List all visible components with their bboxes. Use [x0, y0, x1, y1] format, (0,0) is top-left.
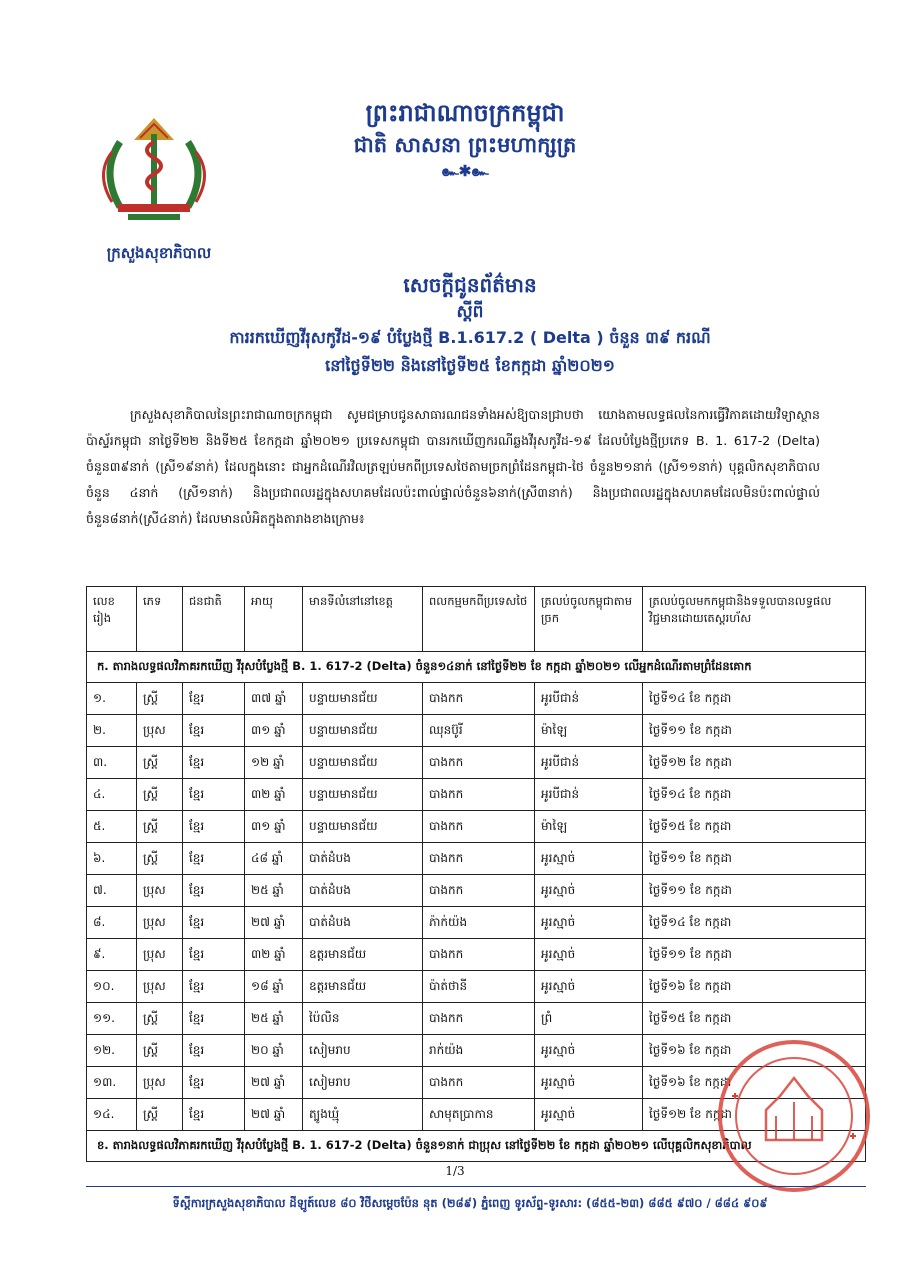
cell-no: ៣.: [87, 747, 137, 779]
cell-date: ថ្ងៃទី១២ ខែ កក្កដា: [643, 747, 866, 779]
cell-age: ៣២ ឆ្នាំ: [245, 779, 303, 811]
body-paragraph: [86, 402, 820, 532]
cell-age: ២៥ ឆ្នាំ: [245, 1003, 303, 1035]
cell-nat: ខ្មែរ: [183, 715, 245, 747]
cell-no: ១២.: [87, 1035, 137, 1067]
cell-date: ថ្ងៃទី១៤ ខែ កក្កដា: [643, 779, 866, 811]
cell-nat: ខ្មែរ: [183, 811, 245, 843]
header-from-thailand: ពលកម្មមកពីប្រទេសថៃ: [423, 587, 535, 652]
cell-sex: ស្ត្រី: [137, 811, 183, 843]
header-age: អាយុ: [245, 587, 303, 652]
cell-sex: ស្ត្រី: [137, 1003, 183, 1035]
table-row: [87, 747, 866, 779]
cell-age: ៣៧ ឆ្នាំ: [245, 683, 303, 715]
cell-gate: អូរស្មាច់: [535, 1099, 643, 1131]
cell-from: បាងកក: [423, 811, 535, 843]
cell-no: ៤.: [87, 779, 137, 811]
cell-gate: ម៉ាឡៃ: [535, 715, 643, 747]
footer-address: ទីស្តីការក្រសួងសុខាភិបាល ដីឡូត៍លេខ ៨០ វិថីសម្តេចប៉ែន នុត (២៨៩) ភ្នំពេញ ទូរស័ព្ទ-ទូរសារ: (៨៥៥-២៣) ៨៨៥ ៩៧០ / ៨៨៤ ៩០៩: [172, 1196, 768, 1210]
cell-no: ៩.: [87, 939, 137, 971]
cell-prov: បាត់ដំបង: [303, 843, 423, 875]
cell-prov: បន្ទាយមានជ័យ: [303, 779, 423, 811]
cell-from: ភ៉ាក់យ៉ង: [423, 907, 535, 939]
cell-prov: ត្បូងឃ្មុំ: [303, 1099, 423, 1131]
cell-sex: ស្ត្រី: [137, 843, 183, 875]
header-positive-date: ត្រលប់ចូលមកកម្ពុជានិងទទួលបានលទ្ធផលវិជ្ជមានដោយតេស្តរហ័ស: [643, 587, 866, 652]
table-row: [87, 907, 866, 939]
cell-from: បាងកក: [423, 875, 535, 907]
doc-about: ស្តីពី: [456, 302, 484, 322]
cell-nat: ខ្មែរ: [183, 779, 245, 811]
ornament: ๛✱๛: [441, 162, 489, 180]
cell-nat: ខ្មែរ: [183, 939, 245, 971]
cell-no: ១៤.: [87, 1099, 137, 1131]
cell-nat: ខ្មែរ: [183, 1035, 245, 1067]
cell-date: ថ្ងៃទី១២ ខែ កក្កដា: [643, 1099, 866, 1131]
table-row: [87, 683, 866, 715]
cell-nat: ខ្មែរ: [183, 971, 245, 1003]
cell-age: ៣២ ឆ្នាំ: [245, 939, 303, 971]
cell-sex: ស្ត្រី: [137, 1099, 183, 1131]
cell-age: ២៧ ឆ្នាំ: [245, 1067, 303, 1099]
cell-date: ថ្ងៃទី១៦ ខែ កក្កដា: [643, 1067, 866, 1099]
cell-from: បាងកក: [423, 939, 535, 971]
title-block: [130, 270, 810, 380]
section-a-label: ក. តារាងលទ្ធផលវិភាគរកឃើញ វីរុសបំប្លែងថ្មី B. 1. 617-2 (Delta) ចំនួន១៤នាក់ នៅថ្ងៃទី២២ ខែ កក្កដា ឆ្នាំ២០២១ លើអ្នកដំណើរតាមព្រំដែនគោក: [87, 652, 866, 683]
cell-from: បាងកក: [423, 779, 535, 811]
cell-prov: បន្ទាយមានជ័យ: [303, 747, 423, 779]
cell-prov: ឧត្តរមានជ័យ: [303, 939, 423, 971]
cell-nat: ខ្មែរ: [183, 843, 245, 875]
cell-sex: ស្ត្រី: [137, 683, 183, 715]
cell-from: ប៉ាត់ថានី: [423, 971, 535, 1003]
cell-age: ៤៨ ឆ្នាំ: [245, 843, 303, 875]
cell-gate: អូរស្មាច់: [535, 1067, 643, 1099]
cell-date: ថ្ងៃទី១៤ ខែ កក្កដា: [643, 683, 866, 715]
header-sex: ភេទ: [137, 587, 183, 652]
cell-date: ថ្ងៃទី១៦ ខែ កក្កដា: [643, 1035, 866, 1067]
cell-sex: ស្ត្រី: [137, 747, 183, 779]
cell-no: ១៣.: [87, 1067, 137, 1099]
table-row: [87, 1003, 866, 1035]
cell-from: បាងកក: [423, 683, 535, 715]
table-header-row: [87, 587, 866, 652]
cell-sex: ស្ត្រី: [137, 1035, 183, 1067]
official-stamp-icon: [714, 1036, 874, 1196]
page-number: 1/3: [445, 1164, 465, 1178]
cell-gate: អូរស្មាច់: [535, 907, 643, 939]
cell-no: ៨.: [87, 907, 137, 939]
cell-nat: ខ្មែរ: [183, 1067, 245, 1099]
kingdom-line1: ព្រះរាជាណាចក្រកម្ពុជា: [365, 98, 565, 127]
cell-date: ថ្ងៃទី១១ ខែ កក្កដា: [643, 843, 866, 875]
cell-age: ១៨ ឆ្នាំ: [245, 971, 303, 1003]
cell-gate: អូរស្មាច់: [535, 939, 643, 971]
cell-from: បាងកក: [423, 843, 535, 875]
doc-subject-line2: នៅថ្ងៃទី២២ និងនៅថ្ងៃទី២៥ ខែកក្កដា ឆ្នាំ២០២១: [325, 356, 615, 375]
cell-age: ២៧ ឆ្នាំ: [245, 1099, 303, 1131]
cell-prov: បន្ទាយមានជ័យ: [303, 715, 423, 747]
cell-no: ១០.: [87, 971, 137, 1003]
cell-prov: បន្ទាយមានជ័យ: [303, 811, 423, 843]
cell-from: បាងកក: [423, 1067, 535, 1099]
table-row: [87, 811, 866, 843]
cell-age: ២០ ឆ្នាំ: [245, 1035, 303, 1067]
cell-no: ៧.: [87, 875, 137, 907]
cell-no: ៦.: [87, 843, 137, 875]
header-province: មានទីលំនៅនៅខេត្ត: [303, 587, 423, 652]
cell-gate: ម៉ាឡៃ: [535, 811, 643, 843]
cell-date: ថ្ងៃទី១៦ ខែ កក្កដា: [643, 971, 866, 1003]
kingdom-header: [300, 96, 630, 182]
header-entry-gate: ត្រលប់ចូលកម្ពុជាតាមច្រក: [535, 587, 643, 652]
doc-title: សេចក្តីជូនព័ត៌មាន: [403, 273, 537, 297]
cell-prov: បន្ទាយមានជ័យ: [303, 683, 423, 715]
cell-sex: ប្រុស: [137, 907, 183, 939]
table-row: [87, 715, 866, 747]
cell-date: ថ្ងៃទី១១ ខែ កក្កដា: [643, 715, 866, 747]
footer-divider: [86, 1186, 866, 1187]
cell-gate: អូរបីជាន់: [535, 779, 643, 811]
header-nationality: ជនជាតិ: [183, 587, 245, 652]
cell-sex: ប្រុស: [137, 971, 183, 1003]
cell-gate: ព្រំ: [535, 1003, 643, 1035]
cell-prov: ឧត្តរមានជ័យ: [303, 971, 423, 1003]
cell-no: ១.: [87, 683, 137, 715]
cell-sex: ប្រុស: [137, 715, 183, 747]
cell-age: ២៧ ឆ្នាំ: [245, 907, 303, 939]
cell-sex: ស្ត្រី: [137, 779, 183, 811]
cell-date: ថ្ងៃទី១១ ខែ កក្កដា: [643, 939, 866, 971]
cell-sex: ប្រុស: [137, 875, 183, 907]
cell-age: ៣១ ឆ្នាំ: [245, 811, 303, 843]
doc-subject-line1: ការរកឃើញវីរុសកូវីដ-១៩ បំប្លែងថ្មី B.1.617.2 ( Delta ) ចំនួន ៣៩ ករណី: [229, 328, 711, 347]
cell-nat: ខ្មែរ: [183, 1003, 245, 1035]
cell-age: ៣១ ឆ្នាំ: [245, 715, 303, 747]
table-row: [87, 939, 866, 971]
cell-age: ២៥ ឆ្នាំ: [245, 875, 303, 907]
cell-nat: ខ្មែរ: [183, 875, 245, 907]
cell-from: សាមុតប្រាកាន: [423, 1099, 535, 1131]
cell-gate: អូរស្មាច់: [535, 971, 643, 1003]
table-row: [87, 875, 866, 907]
cell-nat: ខ្មែរ: [183, 1099, 245, 1131]
cell-date: ថ្ងៃទី១៥ ខែ កក្កដា: [643, 1003, 866, 1035]
cell-sex: ប្រុស: [137, 939, 183, 971]
table-row: [87, 971, 866, 1003]
section-b-label: ខ. តារាងលទ្ធផលវិភាគរកឃើញ វីរុសបំប្លែងថ្មី B. 1. 617-2 (Delta) ចំនួន១នាក់ ជាប្រុស នៅថ្ងៃទី២២ ខែ កក្កដា ឆ្នាំ២០២១ លើបុគ្គលិកសុខាភិបាល: [87, 1131, 866, 1162]
cell-from: រាក់យ៉ង: [423, 1035, 535, 1067]
cell-from: ឈុនប៊ូរី: [423, 715, 535, 747]
cell-from: បាងកក: [423, 1003, 535, 1035]
ministry-logo-icon: [90, 112, 218, 230]
ministry-name: ក្រសួងសុខាភិបាល: [106, 244, 212, 262]
body-text: ក្រសួងសុខាភិបាលនៃព្រះរាជាណាចក្រកម្ពុជា សូមជម្រាបជូនសាធារណជនទាំងអស់ឱ្យបានជ្រាបថា យោងតាមលទ្ធផលនៃការធ្វើវិភាគដោយវិទ្យាស្ថានប៉ាស្ទ័រកម្ពុជា នាថ្ងៃទី២២ និងទី២៥ ខែកក្កដា ឆ្នាំ២០២១ ប្រទេសកម្ពុជា បានរកឃើញករណីឆ្លងវីរុសកូវីដ-១៩ ដែលបំប្លែងថ្មីប្រភេទ B. 1. 617-2 (Delta) ចំនួន៣៩នាក់ (ស្រី១៩នាក់) ដែលក្នុងនោះ ជាអ្នកដំណើរវិលត្រឡប់មកពីប្រទេសថៃតាមច្រកព្រំដែនកម្ពុជា-ថៃ ចំនួន២១នាក់ (ស្រី១១នាក់) បុគ្គលិកសុខាភិបាល ចំនួន ៤នាក់ (ស្រី១នាក់) និងប្រជាពលរដ្ឋក្នុងសហគមដែលប៉ះពាល់ផ្ទាល់ចំនួន៦នាក់(ស្រី៣នាក់) និងប្រជាពលរដ្ឋក្នុងសហគមដែលមិនប៉ះពាល់ផ្ទាល់ចំនួន៨នាក់(ស្រី៤នាក់) ដែលមានលំអិតក្នុងតារាងខាងក្រោម៖: [86, 407, 820, 526]
cell-date: ថ្ងៃទី១១ ខែ កក្កដា: [643, 875, 866, 907]
cell-prov: ប៉ៃលិន: [303, 1003, 423, 1035]
cell-gate: អូរស្មាច់: [535, 843, 643, 875]
cell-no: ២.: [87, 715, 137, 747]
cell-no: ១១.: [87, 1003, 137, 1035]
cell-prov: បាត់ដំបង: [303, 907, 423, 939]
table-row: [87, 843, 866, 875]
cell-gate: អូរស្មាច់: [535, 875, 643, 907]
cell-date: ថ្ងៃទី១៥ ខែ កក្កដា: [643, 811, 866, 843]
cell-gate: អូរស្មាច់: [535, 1035, 643, 1067]
table-row: [87, 779, 866, 811]
cell-nat: ខ្មែរ: [183, 683, 245, 715]
cell-from: បាងកក: [423, 747, 535, 779]
cell-prov: បាត់ដំបង: [303, 875, 423, 907]
cell-nat: ខ្មែរ: [183, 747, 245, 779]
cell-age: ១២ ឆ្នាំ: [245, 747, 303, 779]
cell-gate: អូរបីជាន់: [535, 747, 643, 779]
cell-date: ថ្ងៃទី១៤ ខែ កក្កដា: [643, 907, 866, 939]
cell-gate: អូរបីជាន់: [535, 683, 643, 715]
cell-prov: សៀមរាប: [303, 1035, 423, 1067]
kingdom-line2: ជាតិ សាសនា ព្រះមហាក្សត្រ: [353, 132, 577, 157]
cell-nat: ខ្មែរ: [183, 907, 245, 939]
cell-prov: សៀមរាប: [303, 1067, 423, 1099]
header-no: លេខរៀង: [87, 587, 137, 652]
cell-no: ៥.: [87, 811, 137, 843]
section-a-row: [87, 652, 866, 683]
cell-sex: ប្រុស: [137, 1067, 183, 1099]
